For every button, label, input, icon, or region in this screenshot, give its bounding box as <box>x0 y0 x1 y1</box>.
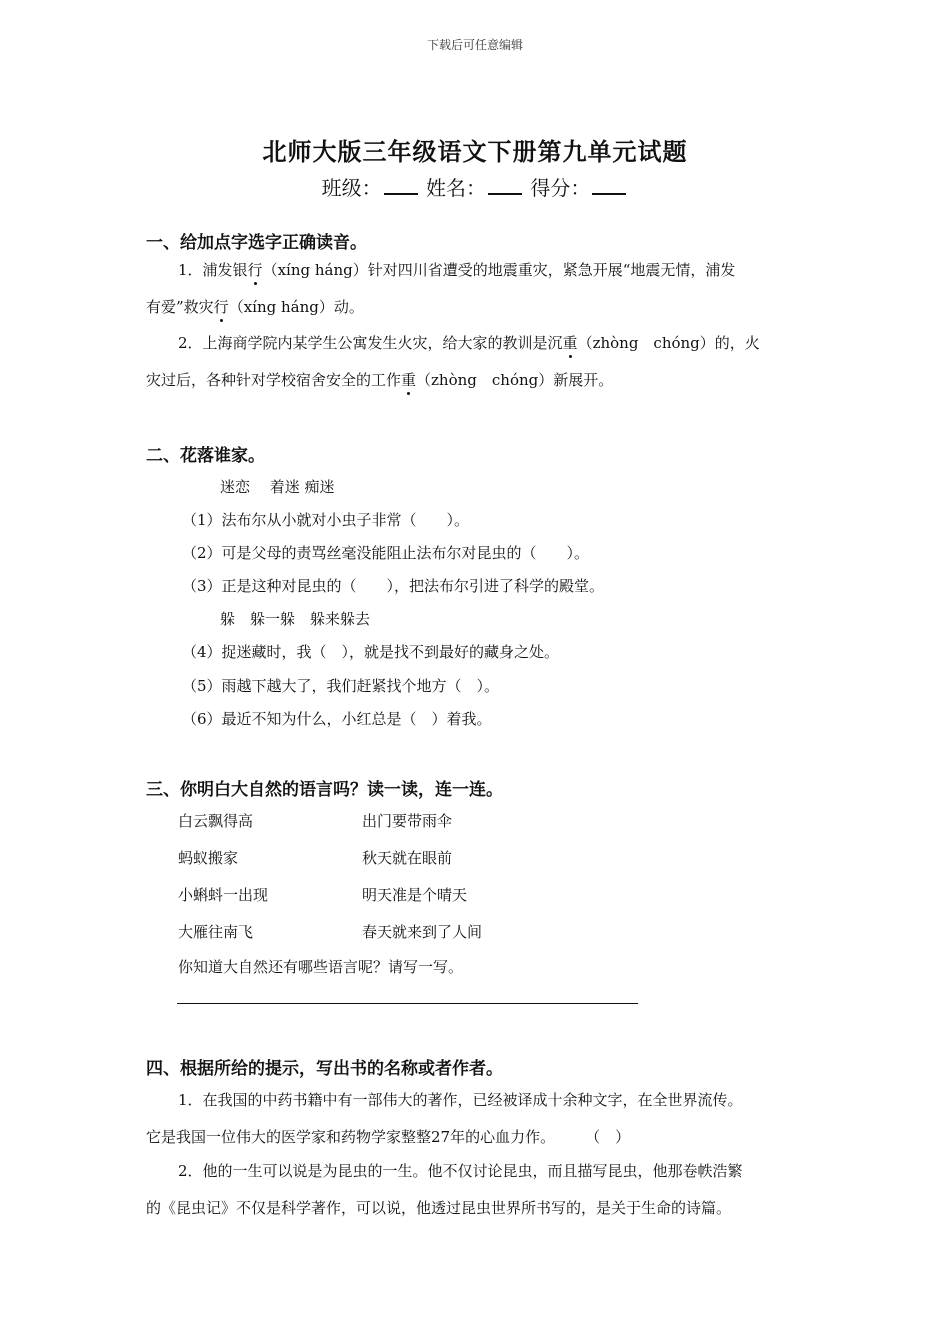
s1-q2-line1: 2．上海商学院内某学生公寓发生火灾，给大家的教训是沉重（zhòng chóng）的，火 <box>178 334 760 352</box>
s1-q1-line1: 1．浦发银行（xíng háng）针对四川省遭受的地震重灾，紧急开展“地震无情，浦发 <box>178 261 736 279</box>
emphasis-dot-char: 行 <box>213 298 229 316</box>
section-3-heading: 三、你明白大自然的语言吗？读一读，连一连。 <box>146 780 503 800</box>
emphasis-dot-char: 行 <box>247 261 263 279</box>
emphasis-dot-char: 重 <box>401 371 417 389</box>
s4-line-3: 2．他的一生可以说是为昆虫的一生。他不仅讨论昆虫，而且描写昆虫，他那卷帙浩繁 <box>178 1162 743 1180</box>
score-label: 得分： <box>530 176 591 200</box>
s1-q2-line2: 灾过后，各种针对学校宿舍安全的工作重（zhòng chóng）新展开。 <box>146 371 614 389</box>
s4-line-1: 1．在我国的中药书籍中有一部伟大的著作，已经被译成十余种文字，在全世界流传。 <box>178 1091 743 1109</box>
match-right-4: 春天就来到了人间 <box>362 923 483 941</box>
match-left-3: 小蝌蚪一出现 <box>178 886 269 904</box>
page-header-note: 下载后可任意编辑 <box>426 38 523 52</box>
match-left-4: 大雁往南飞 <box>178 923 254 941</box>
s3-question: 你知道大自然还有哪些语言呢？请写一写。 <box>178 958 464 976</box>
s2-item-6: （6）最近不知为什么，小红总是（ ）着我。 <box>182 710 492 728</box>
section-1-heading: 一、给加点字选字正确读音。 <box>146 233 367 253</box>
s2-item-4: （4）捉迷藏时，我（ ），就是找不到最好的藏身之处。 <box>182 643 560 661</box>
s4-line-2: 它是我国一位伟大的医学家和药物学家整整27年的心血力作。 （ ） <box>146 1128 631 1146</box>
match-right-1: 出门要带雨伞 <box>362 812 453 830</box>
class-label: 班级： <box>321 176 382 200</box>
s2-item-1: （1）法布尔从小就对小虫子非常（ ）。 <box>182 511 470 529</box>
score-blank <box>592 175 626 195</box>
s2-item-5: （5）雨越下越大了，我们赶紧找个地方（ ）。 <box>182 677 500 695</box>
match-left-1: 白云飘得高 <box>178 812 254 830</box>
name-blank <box>488 175 522 195</box>
match-right-3: 明天准是个晴天 <box>362 886 468 904</box>
class-blank <box>384 175 418 195</box>
s2-item-3: （3）正是这种对昆虫的（ ），把法布尔引进了科学的殿堂。 <box>182 577 605 595</box>
student-info-line <box>0 172 950 201</box>
s4-line-4: 的《昆虫记》不仅是科学著作，可以说，他透过昆虫世界所书写的，是关于生命的诗篇。 <box>146 1199 732 1217</box>
answer-line <box>177 1003 638 1004</box>
match-right-2: 秋天就在眼前 <box>362 849 453 867</box>
s2-item-2: （2）可是父母的责骂丝毫没能阻止法布尔对昆虫的（ ）。 <box>182 544 590 562</box>
page-title: 北师大版三年级语文下册第九单元试题 <box>262 137 688 166</box>
s1-q1-line2: 有爱”救灾行（xíng háng）动。 <box>146 298 364 316</box>
word-bank-1: 迷恋 着迷 痴迷 <box>220 478 335 496</box>
emphasis-dot-char: 重 <box>562 334 578 352</box>
section-2-heading: 二、花落谁家。 <box>146 446 265 466</box>
match-left-2: 蚂蚁搬家 <box>178 849 239 867</box>
name-label: 姓名： <box>426 176 486 200</box>
word-bank-2: 躲 躲一躲 躲来躲去 <box>220 610 371 628</box>
section-4-heading: 四、根据所给的提示，写出书的名称或者作者。 <box>146 1059 503 1079</box>
